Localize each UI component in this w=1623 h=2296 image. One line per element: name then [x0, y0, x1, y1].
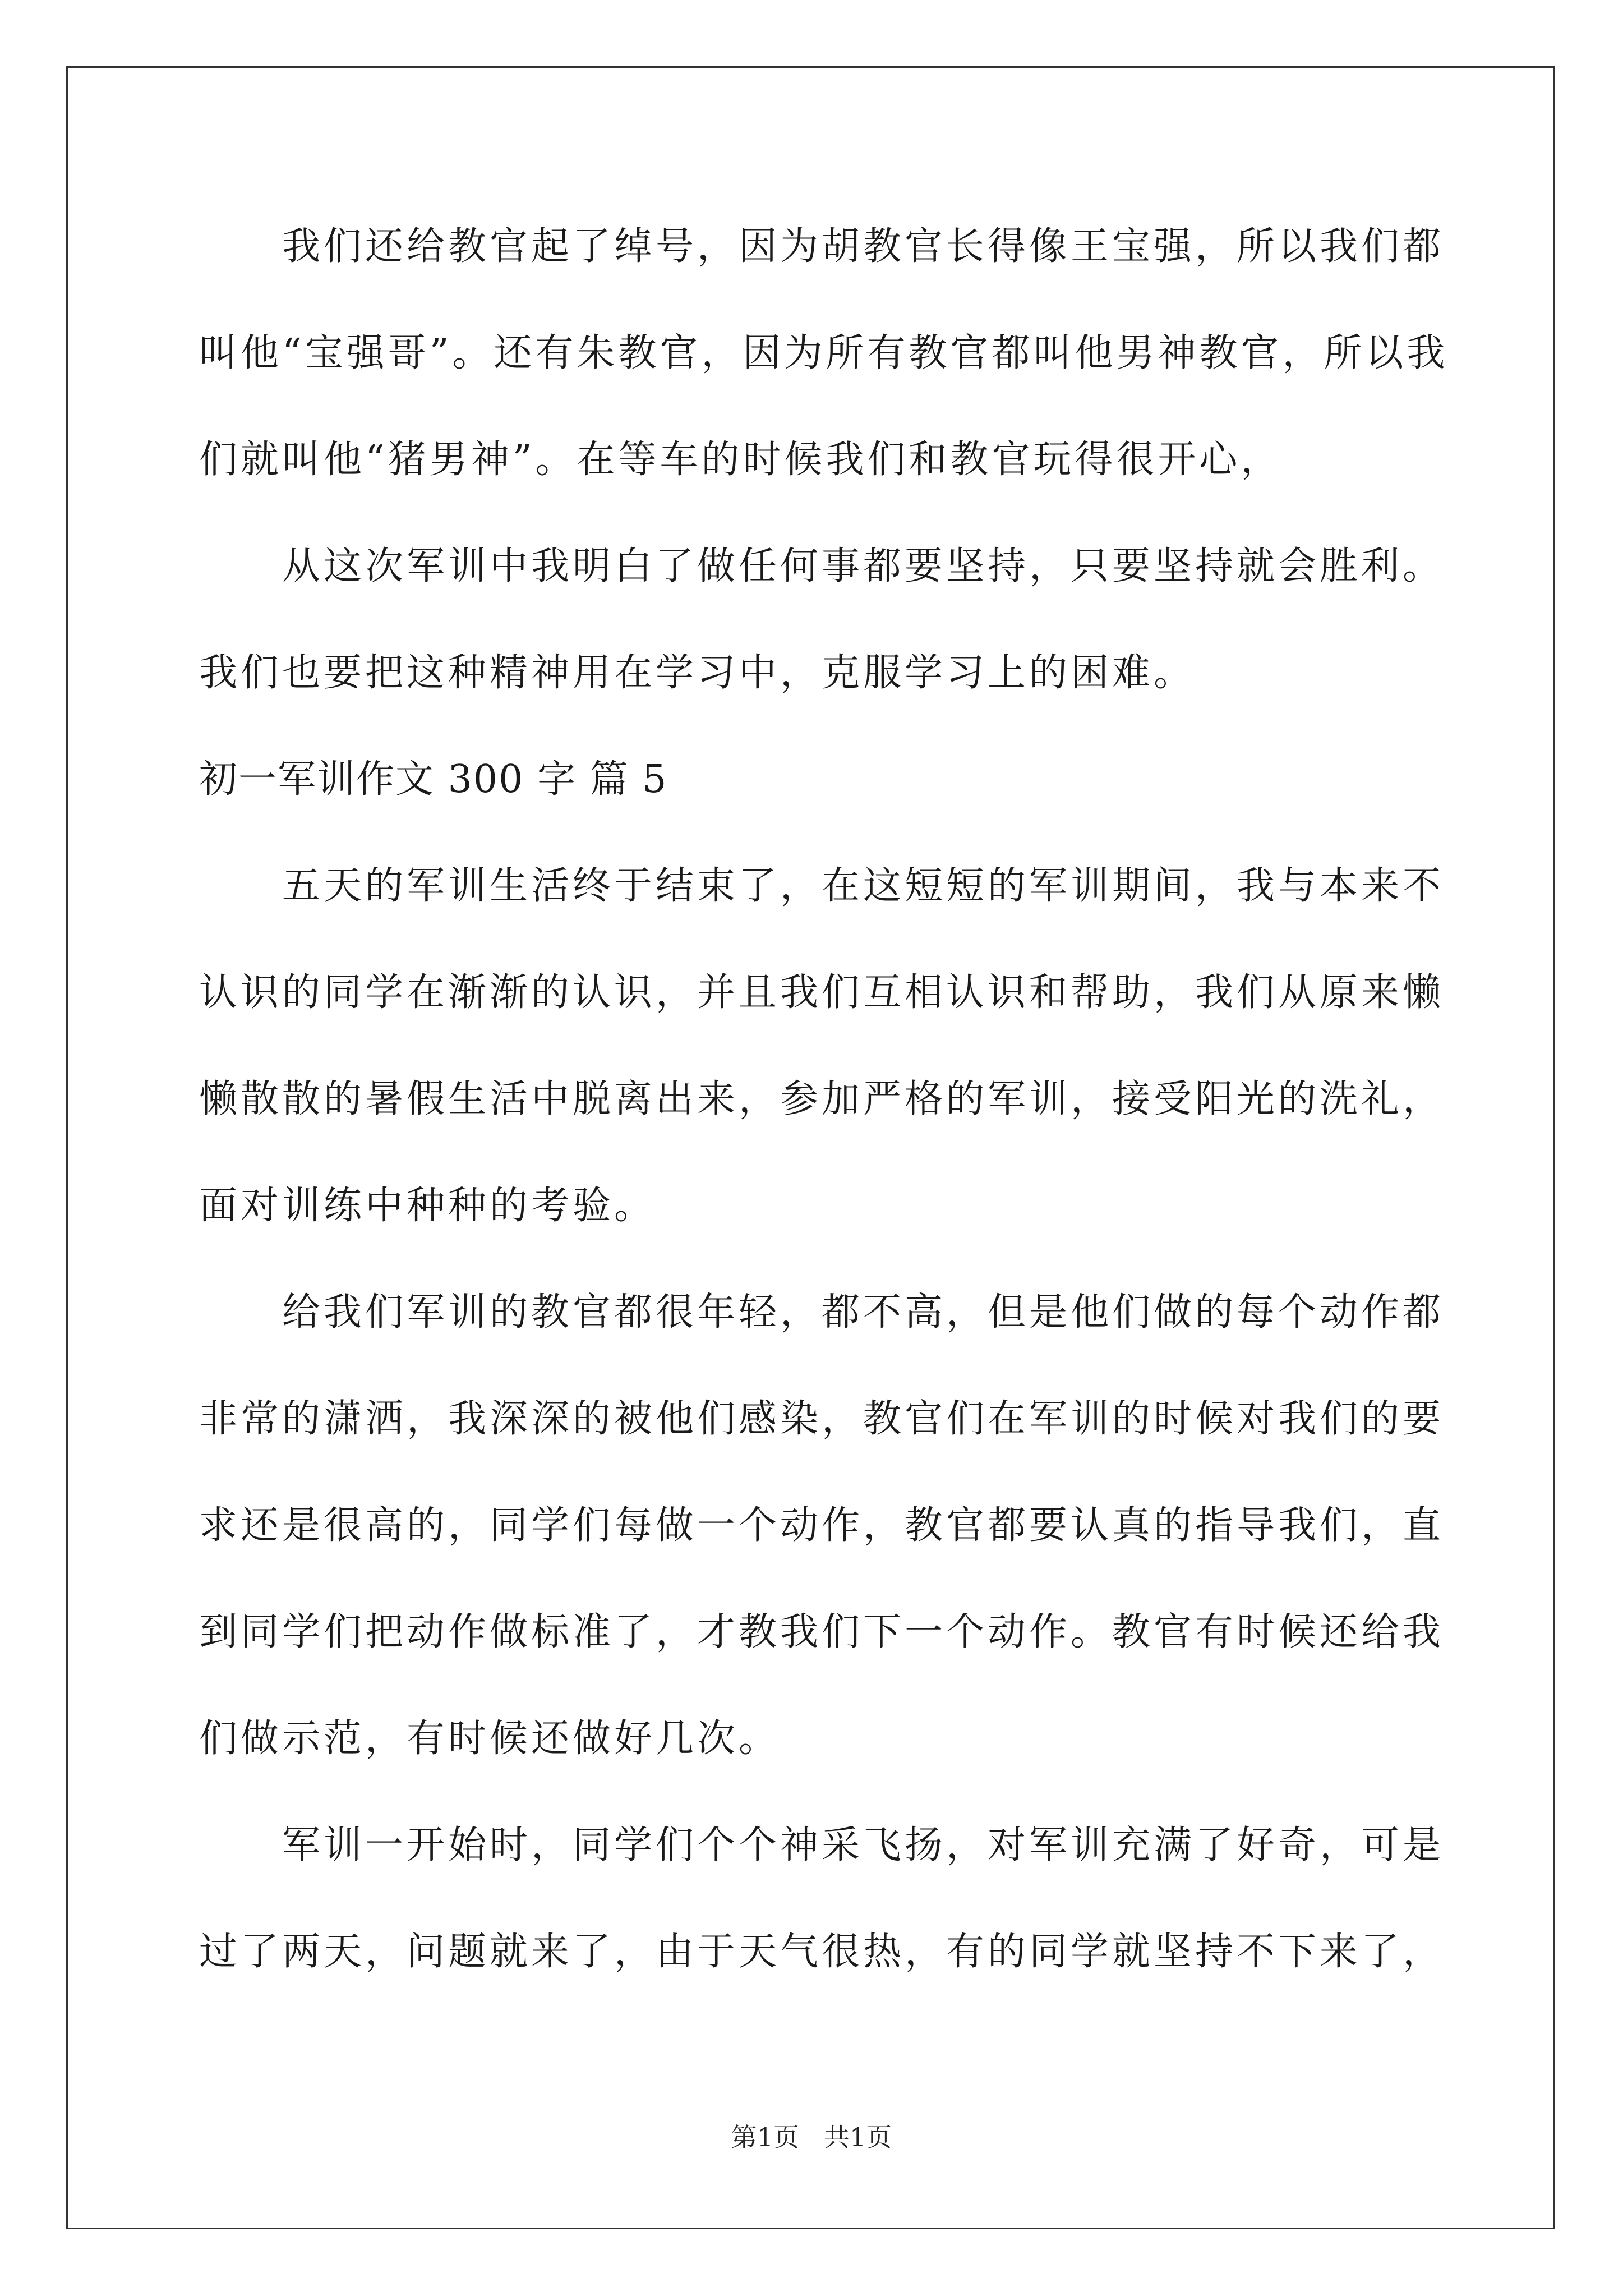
paragraph-line: 叫他“宝强哥”。还有朱教官，因为所有教官都叫他男神教官，所以我 [199, 331, 1449, 375]
paragraph-line: 军训一开始时，同学们个个神采飞扬，对军训充满了好奇，可是 [282, 1823, 1445, 1867]
paragraph-line: 求还是很高的，同学们每做一个动作，教官都要认真的指导我们，直 [199, 1503, 1445, 1548]
paragraph-line: 给我们军训的教官都很年轻，都不高，但是他们做的每个动作都 [282, 1290, 1445, 1335]
paragraph-line: 我们还给教官起了绰号，因为胡教官长得像王宝强，所以我们都 [282, 224, 1445, 269]
paragraph-line: 们做示范，有时候还做好几次。 [199, 1717, 781, 1761]
page-footer [0, 2120, 1623, 2154]
page-number: 第1页 [731, 2122, 799, 2152]
paragraph-line: 我们也要把这种精神用在学习中，克服学习上的困难。 [199, 651, 1196, 695]
paragraph-line: 到同学们把动作做标准了，才教我们下一个动作。教官有时候还给我 [199, 1610, 1445, 1654]
paragraph-line: 非常的潇洒，我深深的被他们感染，教官们在军训的时候对我们的要 [199, 1397, 1445, 1441]
section-heading: 初一军训作文 300 字 篇 5 [199, 757, 668, 802]
paragraph-line: 五天的军训生活终于结束了，在这短短的军训期间，我与本来不 [282, 864, 1445, 908]
paragraph-line: 们就叫他“猪男神”。在等车的时候我们和教官玩得很开心， [199, 438, 1283, 482]
paragraph-line: 懒散散的暑假生活中脱离出来，参加严格的军训，接受阳光的洗礼， [199, 1077, 1445, 1121]
paragraph-line: 从这次军训中我明白了做任何事都要坚持，只要坚持就会胜利。 [282, 544, 1445, 588]
page-total: 共1页 [824, 2122, 892, 2152]
document-body [199, 220, 1449, 1978]
paragraph-line: 面对训练中种种的考验。 [199, 1184, 656, 1228]
paragraph-line: 认识的同学在渐渐的认识，并且我们互相认识和帮助，我们从原来懒 [199, 970, 1445, 1015]
paragraph-line: 过了两天，问题就来了，由于天气很热，有的同学就坚持不下来了， [199, 1930, 1445, 1974]
